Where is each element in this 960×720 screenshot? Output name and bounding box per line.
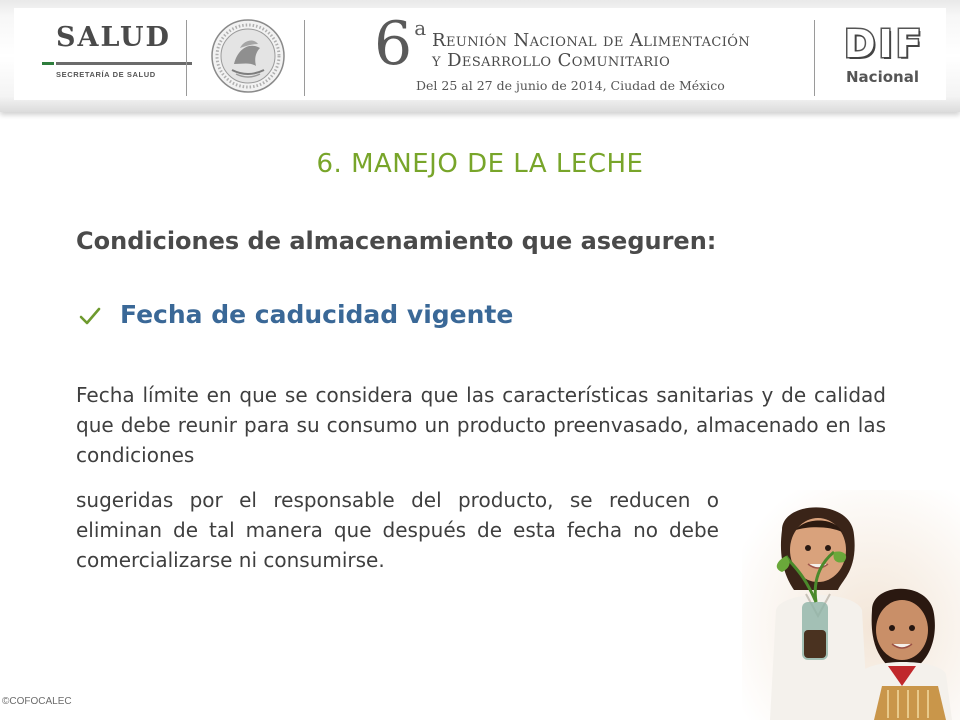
dif-logo-subtitle: Nacional — [846, 68, 919, 86]
salud-logo-grey-rule — [56, 62, 192, 65]
dif-logo-letters: DIF — [844, 22, 925, 66]
salud-logo-title: SALUD — [56, 22, 171, 53]
header-banner — [0, 0, 960, 112]
salud-logo-green-rule — [42, 62, 54, 65]
checklist-item-label: Fecha de caducidad vigente — [120, 300, 514, 329]
dif-nacional-logo — [842, 22, 934, 90]
event-title-line-2: y Desarrollo Comunitario — [432, 50, 671, 71]
definition-paragraph-continued: sugeridas por el responsable del producto, se reducen o eliminan de tal manera que después de esta fecha no debe comercializarse ni consumirse. — [76, 488, 719, 572]
header-divider — [814, 20, 815, 96]
checkmark-icon — [78, 304, 102, 328]
event-number: 6 $^a$ — [374, 9, 427, 79]
copyright-footer: ©COFOCALEC — [2, 696, 72, 707]
header-divider — [304, 20, 305, 96]
event-ordinal: a — [414, 16, 427, 40]
section-title: 6. MANEJO DE LA LECHE — [316, 149, 644, 179]
salud-logo-subtitle: SECRETARÍA DE SALUD — [56, 70, 156, 79]
children-with-plant-photo — [742, 490, 960, 720]
slide-subtitle: Condiciones de almacenamiento que aseguren: — [76, 227, 717, 255]
definition-paragraph: Fecha límite en que se considera que las características sanitarias y de calidad que debe reunir para su consumo un producto preenvasado, almacenado en las condiciones — [76, 383, 886, 467]
salud-logo — [42, 22, 192, 82]
event-title-line-1: Reunión Nacional de Alimentación — [432, 30, 751, 51]
header-divider — [186, 20, 187, 96]
mexican-coat-of-arms-seal-icon — [210, 18, 286, 94]
event-dates: Del 25 al 27 de junio de 2014, Ciudad de México — [416, 78, 725, 93]
header-banner-panel — [14, 8, 946, 100]
